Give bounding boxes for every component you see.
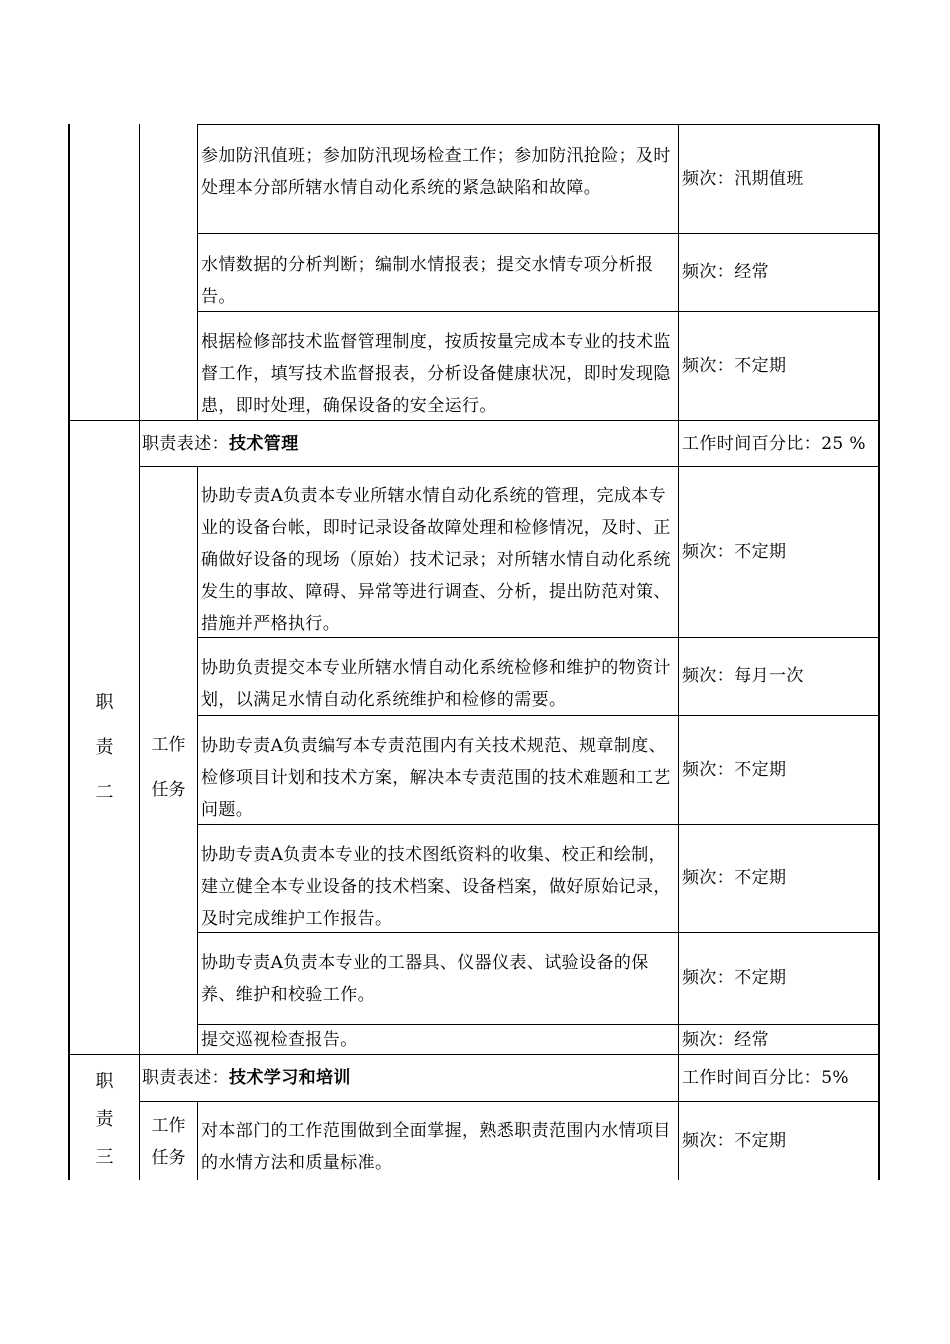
summary-title: 技术管理 <box>229 433 299 454</box>
section-label-3 <box>70 1063 139 1177</box>
task-description: 协助专责A负责本专业的技术图纸资料的收集、校正和绘制，建立健全本专业设备的技术档案、设备档案，做好原始记录，及时完成维护工作报告。 <box>201 845 671 929</box>
frequency-text: 频次：不定期 <box>682 968 787 988</box>
task-label-line: 工作 <box>151 735 186 755</box>
task-description: 对本部门的工作范围做到全面掌握，熟悉职责范围内水情项目的水情方法和质量标准。 <box>201 1121 671 1173</box>
task-frequency <box>682 1024 876 1056</box>
summary-title: 技术学习和培训 <box>229 1068 351 1088</box>
task-description: 提交巡视检查报告。 <box>201 1030 358 1050</box>
table-right-border <box>878 124 880 1180</box>
task-description: 协助专责A负责编写本专责范围内有关技术规范、规章制度、检修项目计划和技术方案，解决本专责范围的技术难题和工艺问题。 <box>201 736 671 820</box>
summary-prefix: 职责表述： <box>142 433 229 454</box>
time-percentage-text: 工作时间百分比：5% <box>682 1068 849 1088</box>
frequency-text: 频次：每月一次 <box>682 666 804 686</box>
col-divider-1 <box>139 124 140 1180</box>
task-label <box>140 723 197 813</box>
table-left-border <box>68 124 70 1180</box>
task-frequency <box>682 124 876 233</box>
time-percentage-text: 工作时间百分比：25 % <box>682 433 866 454</box>
frequency-text: 频次：经常 <box>682 262 769 282</box>
task-label-line: 任务 <box>151 1148 186 1168</box>
task-frequency <box>682 824 876 932</box>
section-label-char: 职 <box>95 1071 114 1092</box>
time-percentage <box>682 421 878 466</box>
task-label-line: 任务 <box>151 780 186 800</box>
section-label-char: 职 <box>95 692 114 713</box>
task-frequency <box>682 1101 876 1180</box>
frequency-text: 频次：不定期 <box>682 1130 787 1151</box>
frequency-text: 频次：不定期 <box>682 868 787 888</box>
summary-prefix: 职责表述： <box>142 1068 229 1088</box>
task-label <box>140 1110 197 1174</box>
task-frequency <box>682 932 876 1024</box>
frequency-text: 频次：不定期 <box>682 355 787 376</box>
col-divider-2b <box>197 466 198 1054</box>
time-percentage <box>682 1055 878 1101</box>
task-description: 协助专责A负责本专业的工器具、仪器仪表、试验设备的保养、维护和校验工作。 <box>201 953 649 1005</box>
task-description: 协助负责提交本专业所辖水情自动化系统检修和维护的物资计划，以满足水情自动化系统维护和检修的需要。 <box>201 658 671 710</box>
col-divider-2a <box>197 124 198 420</box>
task-description: 参加防汛值班；参加防汛现场检查工作；参加防汛抢险；及时处理本分部所辖水情自动化系统的紧急缺陷和故障。 <box>201 146 671 198</box>
task-description: 根据检修部技术监督管理制度，按质按量完成本专业的技术监督工作，填写技术监督报表，分析设备健康状况，即时发现隐患，即时处理，确保设备的安全运行。 <box>201 332 671 416</box>
task-label-line: 工作 <box>151 1116 186 1136</box>
section-label-2 <box>70 680 139 815</box>
section-label-char: 二 <box>95 782 114 803</box>
task-frequency <box>682 637 876 715</box>
task-frequency <box>682 233 876 311</box>
frequency-text: 频次：经常 <box>682 1030 769 1050</box>
frequency-text: 频次：不定期 <box>682 541 787 562</box>
duty-summary <box>142 1055 677 1101</box>
col-divider-3 <box>678 124 679 1180</box>
col-divider-2c <box>197 1101 198 1180</box>
section-label-char: 三 <box>95 1147 114 1168</box>
task-frequency <box>682 311 876 420</box>
task-frequency <box>682 715 876 824</box>
frequency-text: 频次：不定期 <box>682 759 787 780</box>
task-description: 协助专责A负责本专业所辖水情自动化系统的管理，完成本专业的设备台帐，即时记录设备故障处理和检修情况，及时、正确做好设备的现场（原始）技术记录；对所辖水情自动化系统发生的事故、障碍、异常等进行调查、分析，提出防范对策、措施并严格执行。 <box>201 486 671 634</box>
section-label-char: 责 <box>95 1109 114 1130</box>
task-description: 水情数据的分析判断；编制水情报表；提交水情专项分析报告。 <box>201 255 654 307</box>
section-label-char: 责 <box>95 737 114 758</box>
duty-summary <box>142 421 677 466</box>
frequency-text: 频次：汛期值班 <box>682 168 804 189</box>
task-frequency <box>682 466 876 637</box>
